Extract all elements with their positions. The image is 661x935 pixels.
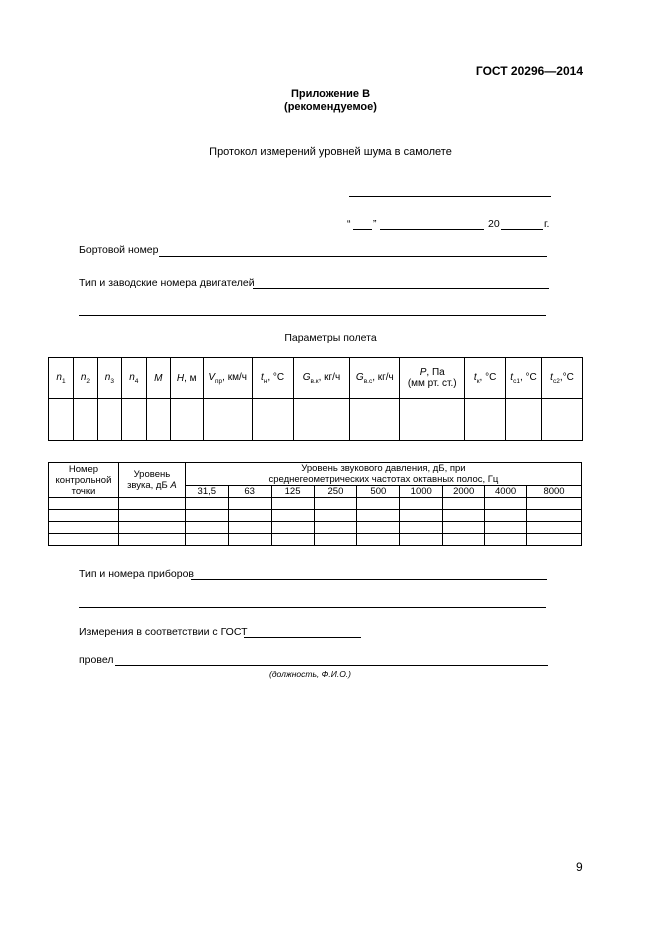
sound-entry-cell[interactable] [49, 534, 119, 546]
sound-entry-cell[interactable] [443, 534, 485, 546]
flight-param-cell[interactable] [350, 399, 400, 441]
flight-param-cell[interactable] [465, 399, 506, 441]
frequency-cell: 500 [357, 486, 400, 498]
flight-param-header-7 [252, 358, 293, 399]
header-sound-pressure [185, 463, 581, 486]
flight-params-header-row [49, 358, 583, 399]
engines-label: Тип и заводские номера двигателей [79, 277, 255, 289]
flight-param-cell[interactable] [293, 399, 350, 441]
sound-entry-cell[interactable] [314, 510, 357, 522]
sound-entry-cell[interactable] [485, 510, 527, 522]
instruments-label: Тип и номера приборов [79, 568, 194, 580]
sound-entry-cell[interactable] [271, 522, 314, 534]
flight-param-header-5 [170, 358, 203, 399]
frequency-cell: 8000 [527, 486, 582, 498]
frequency-cell: 125 [271, 486, 314, 498]
flight-param-header-13 [541, 358, 582, 399]
flight-param-header-1 [73, 358, 97, 399]
param-symbol: P [419, 367, 427, 378]
date-year-prefix: 20 [488, 218, 500, 230]
flight-param-cell[interactable] [170, 399, 203, 441]
param-unit: , °С [267, 371, 285, 383]
sound-entry-cell[interactable] [357, 522, 400, 534]
param-symbol: H [176, 372, 185, 384]
flight-param-cell[interactable] [252, 399, 293, 441]
sound-entry-cell[interactable] [400, 510, 443, 522]
sound-entry-cell[interactable] [185, 534, 228, 546]
param-unit: , °С [519, 371, 537, 383]
table-row [49, 534, 582, 546]
sound-entry-cell[interactable] [271, 510, 314, 522]
param-unit: , кг/ч [372, 371, 394, 383]
param-subscript: 2 [86, 377, 91, 385]
flight-param-header-10 [400, 358, 465, 399]
sound-entry-cell[interactable] [443, 510, 485, 522]
flight-param-cell[interactable] [146, 399, 170, 441]
flight-param-cell[interactable] [97, 399, 121, 441]
board-number-blank [159, 256, 547, 257]
flight-param-cell[interactable] [506, 399, 542, 441]
param-subscript: c1 [513, 377, 520, 385]
flight-param-header-0 [49, 358, 74, 399]
header-level-line-1: Уровень [133, 469, 171, 480]
param-symbol: G [302, 371, 311, 383]
flight-params-table [48, 357, 583, 441]
flight-param-header-3 [121, 358, 146, 399]
param-unit: ,°С [559, 371, 574, 383]
frequency-cell: 63 [228, 486, 271, 498]
sound-entry-cell[interactable] [228, 534, 271, 546]
param-symbol: G [355, 371, 364, 383]
sound-entry-cell[interactable] [400, 522, 443, 534]
param-unit: , Па [426, 367, 445, 378]
frequency-cell: 2000 [443, 486, 485, 498]
date-month-blank [380, 229, 484, 230]
param-subscript: пр [215, 377, 223, 385]
page-number: 9 [576, 860, 583, 874]
table-row [49, 510, 582, 522]
conducted-note: (должность, Ф.И.О.) [269, 669, 352, 679]
sound-entry-cell[interactable] [49, 522, 119, 534]
sound-entry-cell[interactable] [314, 498, 357, 510]
frequency-cell: 4000 [485, 486, 527, 498]
protocol-title: Протокол измерений уровней шума в самолете [209, 146, 452, 158]
flight-param-cell[interactable] [400, 399, 465, 441]
sound-entry-cell[interactable] [527, 522, 582, 534]
param-subscript: в.с [363, 377, 373, 385]
instruments-blank-2 [79, 607, 546, 608]
param-unit-line2: (мм рт. ст.) [407, 378, 457, 389]
param-subscript: 1 [61, 377, 66, 385]
header-point-line-1: Номер [68, 463, 99, 475]
instruments-blank [191, 579, 547, 580]
sound-entry-cell[interactable] [485, 498, 527, 510]
param-unit: , °С [479, 371, 497, 383]
flight-param-cell[interactable] [203, 399, 252, 441]
sound-entry-cell[interactable] [118, 522, 185, 534]
sound-entry-cell[interactable] [527, 510, 582, 522]
sound-entry-cell[interactable] [271, 534, 314, 546]
flight-param-header-8 [293, 358, 350, 399]
sound-table-header-row [49, 463, 582, 486]
param-symbol: V [208, 371, 215, 383]
param-symbol: n [80, 371, 87, 383]
sound-entry-cell[interactable] [228, 510, 271, 522]
sound-entry-cell[interactable] [443, 498, 485, 510]
date-day-blank [353, 229, 372, 230]
flight-params-title: Параметры полета [284, 332, 377, 344]
sound-entry-cell[interactable] [49, 498, 119, 510]
param-symbol: n [129, 371, 135, 383]
flight-params-body-row [49, 399, 583, 441]
sound-entry-cell[interactable] [443, 522, 485, 534]
param-subscript: 4 [134, 377, 139, 385]
param-subscript: н [263, 377, 268, 385]
flight-param-header-6 [203, 358, 252, 399]
flight-param-cell[interactable] [73, 399, 97, 441]
conducted-blank [115, 665, 548, 666]
sound-entry-cell[interactable] [118, 534, 185, 546]
param-symbol: M [154, 372, 163, 384]
date-open-quote: “ [347, 218, 351, 230]
flight-param-cell[interactable] [541, 399, 582, 441]
flight-param-header-9 [350, 358, 400, 399]
sound-entry-cell[interactable] [314, 534, 357, 546]
param-symbol: t [510, 371, 514, 383]
sound-entry-cell[interactable] [400, 498, 443, 510]
sound-entry-cell[interactable] [357, 534, 400, 546]
flight-param-cell[interactable] [121, 399, 146, 441]
header-level-line-2: звука, дБ [127, 480, 168, 491]
sound-entry-cell[interactable] [314, 522, 357, 534]
header-pressure-line-2: среднегеометрических частотах октавных полос, Гц [268, 474, 499, 485]
sound-entry-cell[interactable] [49, 510, 119, 522]
gost-label: Измерения в соответствии с ГОСТ [79, 626, 248, 638]
sound-entry-cell[interactable] [118, 510, 185, 522]
sound-level-table [48, 462, 582, 546]
frequency-cell: 1000 [400, 486, 443, 498]
param-subscript: в.к [310, 377, 319, 385]
header-point-number [49, 463, 119, 498]
header-point-line-3: точки [71, 485, 96, 497]
sound-entry-cell[interactable] [185, 510, 228, 522]
sound-entry-cell[interactable] [118, 498, 185, 510]
flight-param-header-4 [146, 358, 170, 399]
header-sound-level [118, 463, 185, 498]
param-symbol: n [56, 371, 62, 383]
annex-title: Приложение В [290, 88, 371, 100]
date-line [347, 218, 557, 232]
date-year-suffix: г. [544, 218, 550, 230]
sound-entry-cell[interactable] [228, 522, 271, 534]
frequency-cell: 31,5 [185, 486, 228, 498]
sound-entry-cell[interactable] [357, 510, 400, 522]
param-symbol: t [473, 371, 477, 383]
param-unit: , км/ч [222, 371, 247, 383]
header-point-line-2: контрольной [55, 474, 112, 486]
sound-entry-cell[interactable] [357, 498, 400, 510]
sound-entry-cell[interactable] [228, 498, 271, 510]
sound-entry-cell[interactable] [185, 522, 228, 534]
sound-entry-cell[interactable] [527, 534, 582, 546]
sound-entry-cell[interactable] [485, 534, 527, 546]
sound-entry-cell[interactable] [527, 498, 582, 510]
approval-line [349, 196, 551, 197]
header-level-unit: A [170, 480, 177, 491]
sound-entry-cell[interactable] [485, 522, 527, 534]
param-unit: , м [184, 372, 197, 384]
sound-entry-cell[interactable] [400, 534, 443, 546]
param-symbol: n [104, 371, 111, 383]
conducted-label: провел [79, 654, 114, 666]
flight-param-cell[interactable] [49, 399, 74, 441]
param-subscript: c2 [552, 377, 560, 385]
sound-entry-cell[interactable] [185, 498, 228, 510]
frequency-cell: 250 [314, 486, 357, 498]
board-number-label: Бортовой номер [79, 244, 159, 256]
date-year-blank [501, 229, 543, 230]
param-symbol: t [260, 371, 264, 383]
param-subscript: к [476, 377, 480, 385]
flight-param-header-12 [506, 358, 542, 399]
table-row [49, 498, 582, 510]
header-pressure-line-1: Уровень звукового давления, дБ, при [301, 463, 466, 474]
param-subscript: 3 [110, 377, 114, 385]
date-close-quote: ” [373, 218, 377, 230]
sound-entry-cell[interactable] [271, 498, 314, 510]
flight-param-header-2 [97, 358, 121, 399]
gost-blank [244, 637, 361, 638]
document-code: ГОСТ 20296—2014 [475, 64, 583, 78]
annex-subtitle: (рекомендуемое) [284, 101, 377, 113]
param-symbol: t [550, 371, 553, 383]
table-row [49, 522, 582, 534]
engines-blank-2 [79, 315, 546, 316]
param-unit: , кг/ч [318, 371, 341, 383]
flight-param-header-11 [465, 358, 506, 399]
engines-blank [253, 288, 549, 289]
